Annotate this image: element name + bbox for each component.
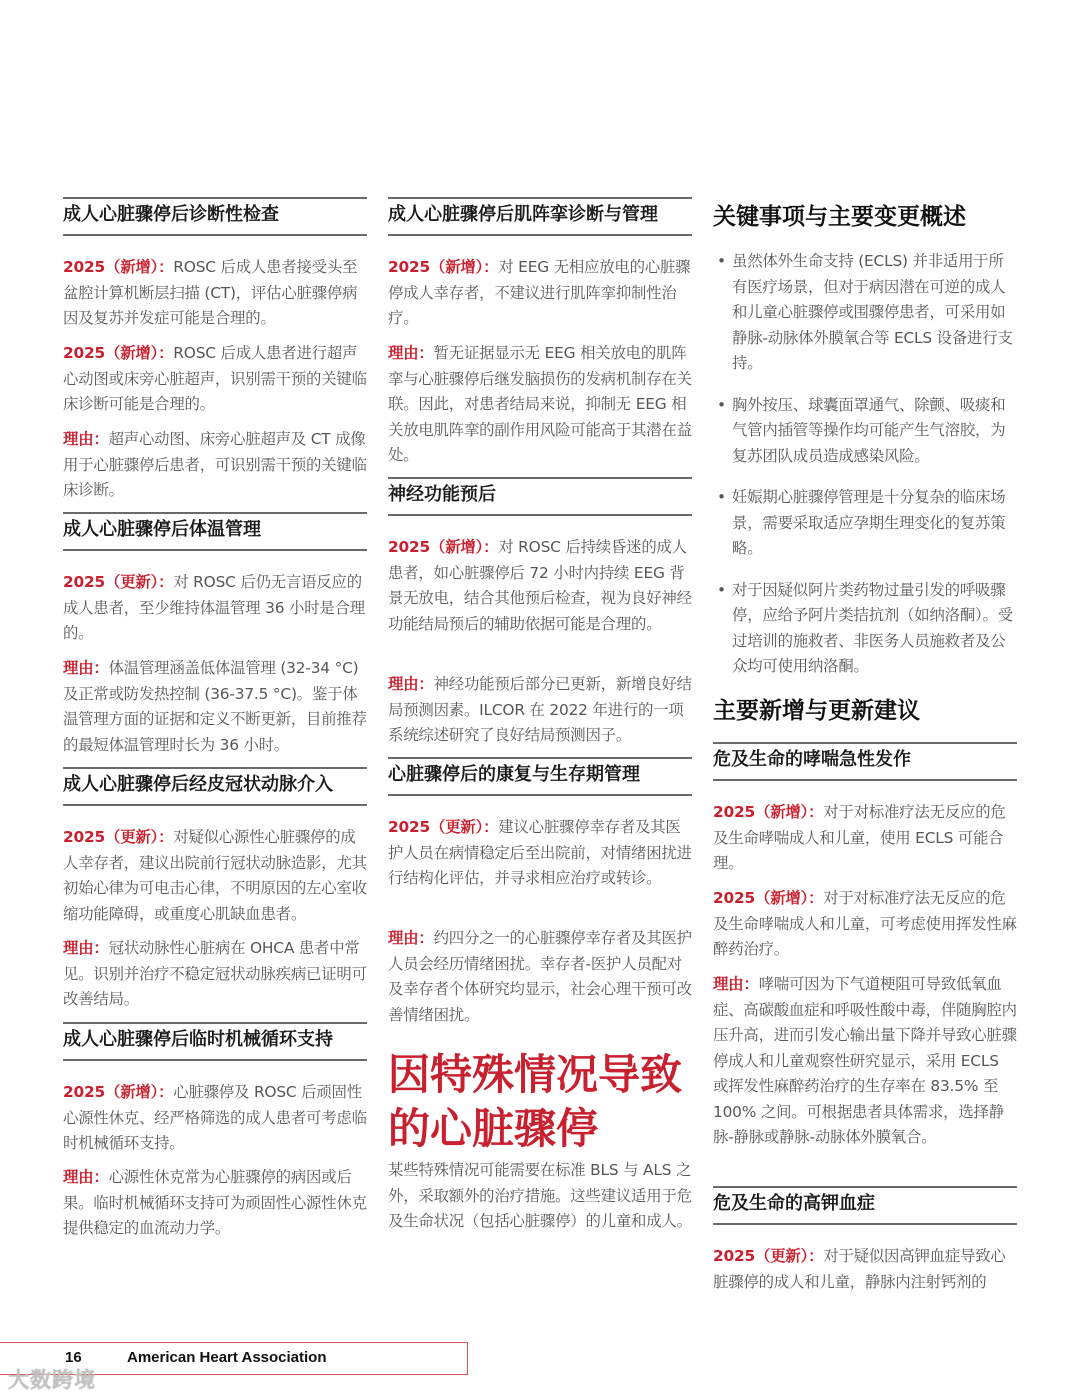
rationale-tag: 理由：	[713, 975, 759, 993]
bullet-icon: •	[717, 395, 726, 414]
bullet-icon: •	[717, 488, 726, 506]
rationale-paragraph: 理由：暂无证据显示无 EEG 相关放电的肌阵挛与心脏骤停后继发脑损伤的发病机制存在关联。因此，对患者结局来说，抑制无 EEG 相关放电肌阵挛的副作用风险可能高于其潜在益处。	[388, 344, 692, 464]
recommendation-paragraph: 2025（新增）：对 EEG 无相应放电的心脏骤停成人幸存者，不建议进行肌阵挛抑制性治疗。	[388, 258, 691, 327]
overview-bullet: • 胸外按压、球囊面罩通气、除颤、吸痰和气管内插管等操作均可能产生气溶胶，为复苏团队成员造成感染风险。	[713, 393, 1017, 470]
section-heading-pci: 成人心脏骤停后经皮冠状动脉介入	[63, 767, 367, 806]
footer-organization: American Heart Association	[127, 1349, 327, 1366]
recommendation-paragraph: 2025（更新）：对 ROSC 后仍无言语反应的成人患者，至少维持体温管理 36 小时是合理的。	[63, 573, 366, 642]
recommendation-paragraph: 2025（新增）：对于对标准疗法无反应的危及生命哮喘成人和儿童，使用 ECLS 可能合理。	[713, 803, 1006, 872]
recommendation-tag: 2025（新增）：	[63, 344, 174, 362]
recommendation-paragraph: 2025（更新）：对于疑似因高钾血症导致心脏骤停的成人和儿童，静脉内注射钙剂的	[713, 1247, 1006, 1291]
recommendation-tag: 2025（更新）：	[388, 818, 499, 836]
rationale-paragraph: 理由：心源性休克常为心脏骤停的病因或后果。临时机械循环支持可为顽固性心源性休克提供稳定的血流动力学。	[63, 1168, 367, 1237]
recommendation-paragraph: 2025（更新）：对疑似心源性心脏骤停的成人幸存者，建议出院前行冠状动脉造影，尤其初始心律为可电击心律，不明原因的左心室收缩功能障碍，或重度心肌缺血患者。	[63, 828, 367, 923]
recommendation-paragraph: 2025（新增）：ROSC 后成人患者接受头至盆腔计算机断层扫描 (CT)，评估心脏骤停病因及复苏并发症可能是合理的。	[63, 258, 358, 327]
recommendations-title: 主要新增与更新建议	[713, 698, 920, 724]
recommendation-tag: 2025（更新）：	[713, 1247, 824, 1265]
rationale-paragraph: 理由：约四分之一的心脏骤停幸存者及其医护人员会经历情绪困扰。幸存者-医护人员配对及幸存者个体研究均显示，社会心理干预可改善情绪困扰。	[388, 929, 692, 1024]
rationale-paragraph: 理由：体温管理涵盖低体温管理 (32-34 °C) 及正常或防发热控制 (36-37.5 °C)。鉴于体温管理方面的证据和定义不断更新，目前推荐的最短体温管理时长为 36 小时。	[63, 659, 367, 754]
section-heading-mechanical-circulatory-support: 成人心脏骤停后临时机械循环支持	[63, 1022, 367, 1061]
recommendation-tag: 2025（新增）：	[63, 1083, 174, 1101]
rationale-tag: 理由：	[63, 659, 109, 677]
overview-bullet: • 妊娠期心脏骤停管理是十分复杂的临床场景，需要采取适应孕期生理变化的复苏策略。	[713, 485, 1017, 562]
rationale-paragraph: 理由：超声心动图、床旁心脏超声及 CT 成像用于心脏骤停后患者，可识别需干预的关键临床诊断。	[63, 430, 367, 499]
recommendation-paragraph: 2025（更新）：建议心脏骤停幸存者及其医护人员在病情稳定后至出院前，对情绪困扰进行结构化评估，并寻求相应治疗或转诊。	[388, 818, 692, 887]
overview-title: 关键事项与主要变更概述	[713, 204, 966, 230]
watermark-logo: 大数跨境	[8, 1368, 96, 1392]
rationale-tag: 理由：	[388, 929, 434, 947]
rationale-paragraph: 理由：哮喘可因为下气道梗阻可导致低氧血症、高碳酸血症和呼吸性酸中毒，伴随胸腔内压升高，进而引发心输出量下降并导致心脏骤停成人和儿童观察性研究显示，采用 ECLS 或挥发性麻醉药治疗的生存率在 83.5% 至 100% 之间。可根据患者具体需求，选择静脉-静脉或静脉-动脉体外膜氧合。	[713, 975, 1017, 1146]
recommendation-tag: 2025（更新）：	[63, 573, 174, 591]
rationale-tag: 理由：	[63, 939, 109, 957]
section-heading-asthma: 危及生命的哮喘急性发作	[713, 742, 1017, 781]
rationale-tag: 理由：	[63, 1168, 109, 1186]
section-heading-temperature-management: 成人心脏骤停后体温管理	[63, 512, 367, 551]
overview-bullet: • 虽然体外生命支持 (ECLS) 并非适用于所有医疗场景，但对于病因潜在可逆的成人和儿童心脏骤停或围骤停患者，可采用如静脉-动脉体外膜氧合等 ECLS 设备进行支持。	[713, 249, 1017, 377]
recommendation-paragraph: 2025（新增）：对于对标准疗法无反应的危及生命哮喘成人和儿童，可考虑使用挥发性麻醉药治疗。	[713, 889, 1017, 958]
rationale-tag: 理由：	[388, 675, 434, 693]
feature-title-special-circumstances: 因特殊情况导致的心脏骤停	[388, 1050, 683, 1153]
bullet-icon: •	[717, 580, 726, 599]
recommendation-tag: 2025（新增）：	[713, 889, 824, 907]
recommendation-tag: 2025（更新）：	[63, 828, 174, 846]
rationale-tag: 理由：	[388, 344, 434, 362]
feature-intro: 某些特殊情况可能需要在标准 BLS 与 ALS 之外，采取额外的治疗措施。这些建议适用于危及生命状况（包括心脏骤停）的儿童和成人。	[388, 1161, 692, 1230]
section-heading-neuroprognostication: 神经功能预后	[388, 477, 692, 516]
recommendation-tag: 2025（新增）：	[713, 803, 824, 821]
recommendation-tag: 2025（新增）：	[63, 258, 174, 276]
rationale-tag: 理由：	[63, 430, 109, 448]
page-number: 16	[65, 1349, 82, 1366]
recommendation-tag: 2025（新增）：	[388, 538, 499, 556]
overview-bullet: • 对于因疑似阿片类药物过量引发的呼吸骤停，应给予阿片类拮抗剂（如纳洛酮）。受过培训的施救者、非医务人员施救者及公众均可使用纳洛酮。	[713, 578, 1017, 680]
recommendation-paragraph: 2025（新增）：心脏骤停及 ROSC 后顽固性心源性休克、经严格筛选的成人患者可考虑临时机械循环支持。	[63, 1083, 367, 1152]
recommendation-paragraph: 2025（新增）：ROSC 后成人患者进行超声心动图或床旁心脏超声，识别需干预的关键临床诊断可能是合理的。	[63, 344, 367, 413]
section-heading-diagnostic-tests: 成人心脏骤停后诊断性检查	[63, 197, 367, 236]
rationale-paragraph: 理由：神经功能预后部分已更新，新增良好结局预测因素。ILCOR 在 2022 年进行的一项系统综述研究了良好结局预测因子。	[388, 675, 692, 744]
bullet-icon: •	[717, 252, 726, 270]
recommendation-paragraph: 2025（新增）：对 ROSC 后持续昏迷的成人患者，如心脏骤停后 72 小时内持续 EEG 背景无放电，结合其他预后检查，视为良好神经功能结局预后的辅助依据可能是合理的。	[388, 538, 692, 633]
section-heading-recovery-survivorship: 心脏骤停后的康复与生存期管理	[388, 757, 692, 796]
section-heading-hyperkalemia: 危及生命的高钾血症	[713, 1186, 1017, 1225]
recommendation-tag: 2025（新增）：	[388, 258, 499, 276]
overview-bullet-list	[713, 249, 1017, 680]
section-heading-myoclonus: 成人心脏骤停后肌阵挛诊断与管理	[388, 197, 692, 236]
rationale-paragraph: 理由：冠状动脉性心脏病在 OHCA 患者中常见。识别并治疗不稳定冠状动脉疾病已证明可改善结局。	[63, 939, 367, 1008]
